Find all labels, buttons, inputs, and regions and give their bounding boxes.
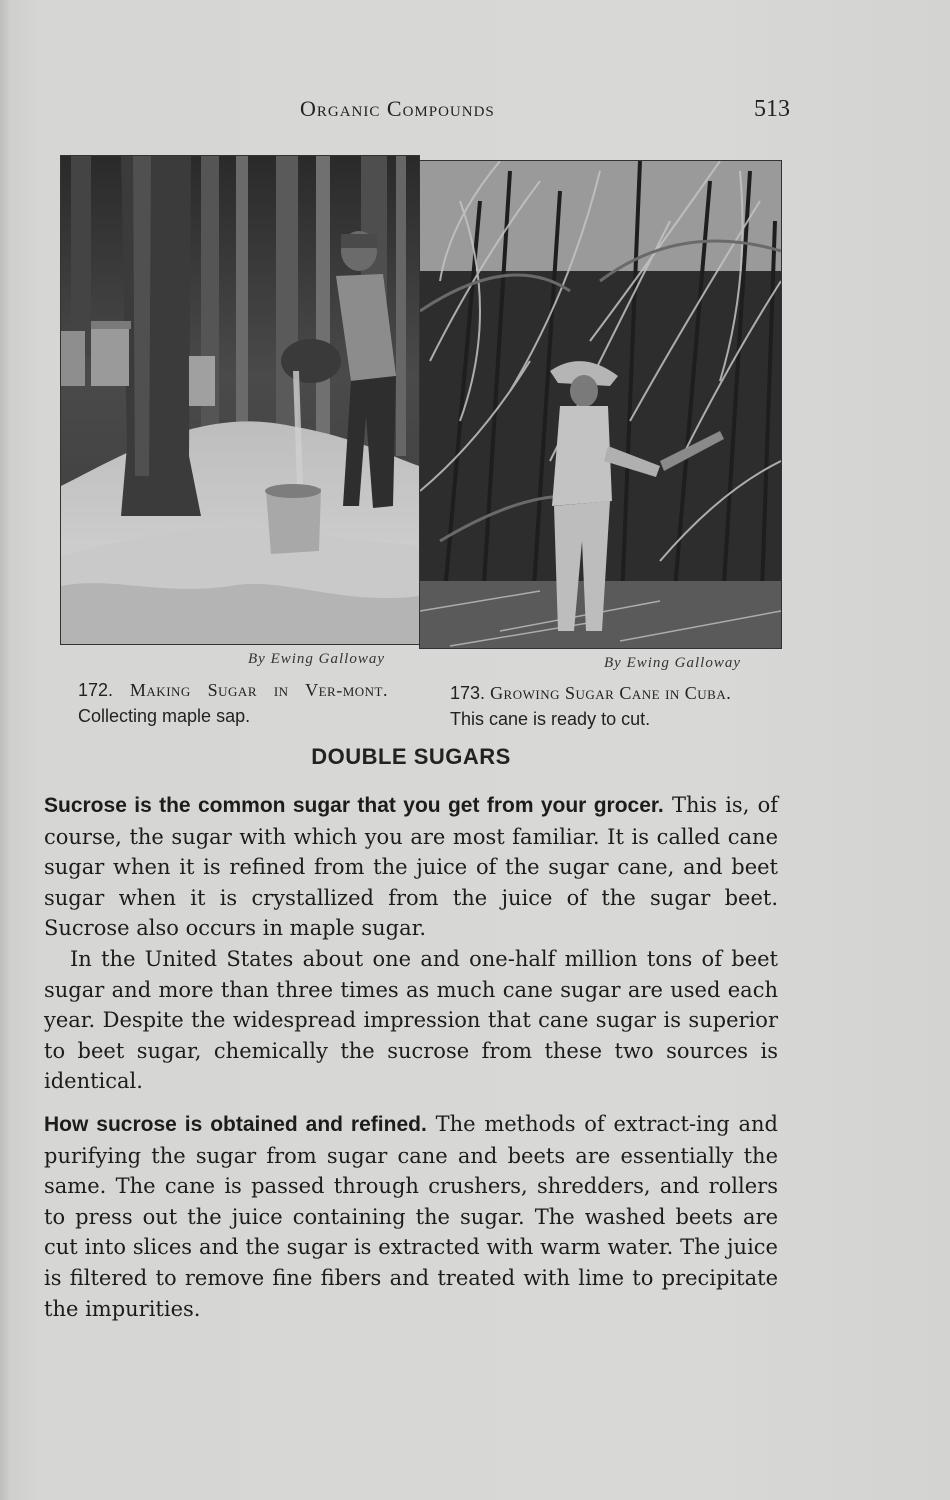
paragraph-text: This is, of course, the sugar with which you are most familiar. It is called cane sugar when it is refined from the juice of the sugar cane, and beet sugar when it is crystallized from the juice of the sugar beet. Sucrose also occurs in maple sugar. — [44, 793, 778, 941]
figure-number: 172. — [78, 680, 114, 700]
page-number: 513 — [754, 96, 790, 122]
figure-caption — [450, 680, 760, 732]
paragraph-lead: Sucrose is the common sugar that you get from your grocer. — [44, 794, 664, 817]
figure-description: This cane is ready to cut. — [450, 709, 651, 729]
photo-credit: By Ewing Galloway — [248, 651, 385, 667]
figure-number: 173. — [450, 683, 486, 703]
paragraph — [44, 944, 778, 1097]
photo-maple-sap — [60, 155, 420, 645]
figure-caption — [78, 677, 388, 729]
figure-title: Making Sugar in Ver-mont. — [129, 680, 388, 700]
paragraph-lead: How sucrose is obtained and refined. — [44, 1113, 427, 1136]
paragraph — [44, 790, 778, 944]
section-heading: DOUBLE SUGARS — [311, 744, 511, 769]
paragraph-text: The methods of extract-ing and purifying the sugar from sugar cane and beets are essentially the same. The cane is passed through crushers, shredders, and rollers to press out the juice containing the sugar. The washed beets are cut into slices and the sugar is extracted with warm water. The juice is filtered to remove fine fibers and treated with lime to precipitate the impurities. — [44, 1112, 778, 1321]
running-head: Organic Compounds — [300, 96, 495, 121]
figure-description: Collecting maple sap. — [78, 706, 251, 726]
photo-credit: By Ewing Galloway — [604, 655, 741, 671]
photo-sugar-cane — [419, 160, 782, 649]
figure-title: Growing Sugar Cane in Cuba. — [490, 683, 732, 703]
paragraph — [44, 1109, 778, 1324]
paragraph-text: In the United States about one and one-half million tons of beet sugar and more than three times as much cane sugar are used each year. Despite the widespread impression that cane sugar is superior to beet sugar, chemically the sucrose from these two sources is identical. — [44, 947, 778, 1094]
